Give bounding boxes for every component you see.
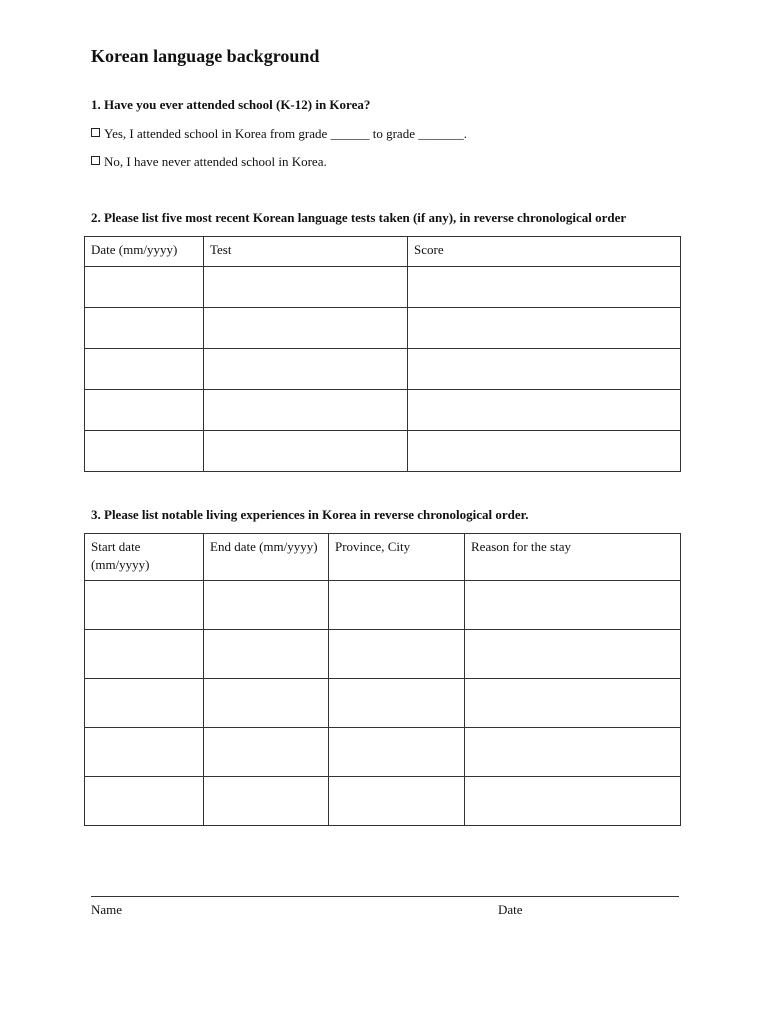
column-header-test: Test (204, 237, 408, 267)
table-cell[interactable] (85, 581, 204, 630)
table-cell[interactable] (85, 431, 204, 472)
table-cell[interactable] (204, 431, 408, 472)
table-row (85, 630, 681, 679)
table-row (85, 431, 681, 472)
table-cell[interactable] (465, 581, 681, 630)
table-row (85, 267, 681, 308)
column-header-end-date: End date (mm/yyyy) (204, 534, 329, 581)
option-yes-label: Yes, I attended school in Korea from grade ______ to grade _______. (104, 126, 467, 141)
option-no-label: No, I have never attended school in Korea. (104, 154, 327, 169)
option-yes[interactable] (91, 126, 467, 142)
table-cell[interactable] (408, 431, 681, 472)
option-no[interactable] (91, 154, 327, 170)
page-title: Korean language background (91, 46, 320, 66)
table-row (85, 679, 681, 728)
living-experience-table (84, 533, 681, 826)
table-cell[interactable] (204, 728, 329, 777)
column-header-reason: Reason for the stay (465, 534, 681, 581)
table-cell[interactable] (465, 679, 681, 728)
column-header-date: Date (mm/yyyy) (85, 237, 204, 267)
table-cell[interactable] (204, 679, 329, 728)
question-3-heading: 3. Please list notable living experiences in Korea in reverse chronological order. (91, 507, 529, 522)
table-cell[interactable] (465, 728, 681, 777)
table-cell[interactable] (204, 390, 408, 431)
table-cell[interactable] (465, 777, 681, 826)
table-cell[interactable] (204, 349, 408, 390)
table-cell[interactable] (85, 390, 204, 431)
table-cell[interactable] (408, 267, 681, 308)
table-header-row (85, 237, 681, 267)
column-header-start-date: Start date (mm/yyyy) (85, 534, 204, 581)
table-cell[interactable] (465, 630, 681, 679)
table-cell[interactable] (329, 630, 465, 679)
table-cell[interactable] (85, 630, 204, 679)
table-cell[interactable] (329, 581, 465, 630)
table-cell[interactable] (204, 630, 329, 679)
table-cell[interactable] (85, 267, 204, 308)
table-cell[interactable] (204, 581, 329, 630)
checkbox-icon[interactable] (91, 156, 100, 165)
table-cell[interactable] (408, 349, 681, 390)
table-cell[interactable] (85, 777, 204, 826)
table-cell[interactable] (85, 308, 204, 349)
table-row (85, 308, 681, 349)
checkbox-icon[interactable] (91, 128, 100, 137)
table-row (85, 581, 681, 630)
table-row (85, 349, 681, 390)
signature-line[interactable] (91, 896, 679, 897)
table-cell[interactable] (204, 267, 408, 308)
table-cell[interactable] (329, 777, 465, 826)
table-row (85, 390, 681, 431)
table-cell[interactable] (85, 679, 204, 728)
language-tests-table (84, 236, 681, 472)
table-header-row (85, 534, 681, 581)
table-cell[interactable] (408, 308, 681, 349)
question-1-heading: 1. Have you ever attended school (K-12) in Korea? (91, 97, 371, 112)
table-cell[interactable] (329, 679, 465, 728)
column-header-province-city: Province, City (329, 534, 465, 581)
table-cell[interactable] (408, 390, 681, 431)
table-cell[interactable] (204, 308, 408, 349)
table-row (85, 728, 681, 777)
table-cell[interactable] (85, 349, 204, 390)
table-row (85, 777, 681, 826)
question-2-heading: 2. Please list five most recent Korean language tests taken (if any), in reverse chronological order (91, 210, 627, 225)
name-label: Name (91, 902, 123, 917)
date-label: Date (498, 902, 523, 917)
table-cell[interactable] (329, 728, 465, 777)
table-cell[interactable] (85, 728, 204, 777)
table-cell[interactable] (204, 777, 329, 826)
column-header-score: Score (408, 237, 681, 267)
